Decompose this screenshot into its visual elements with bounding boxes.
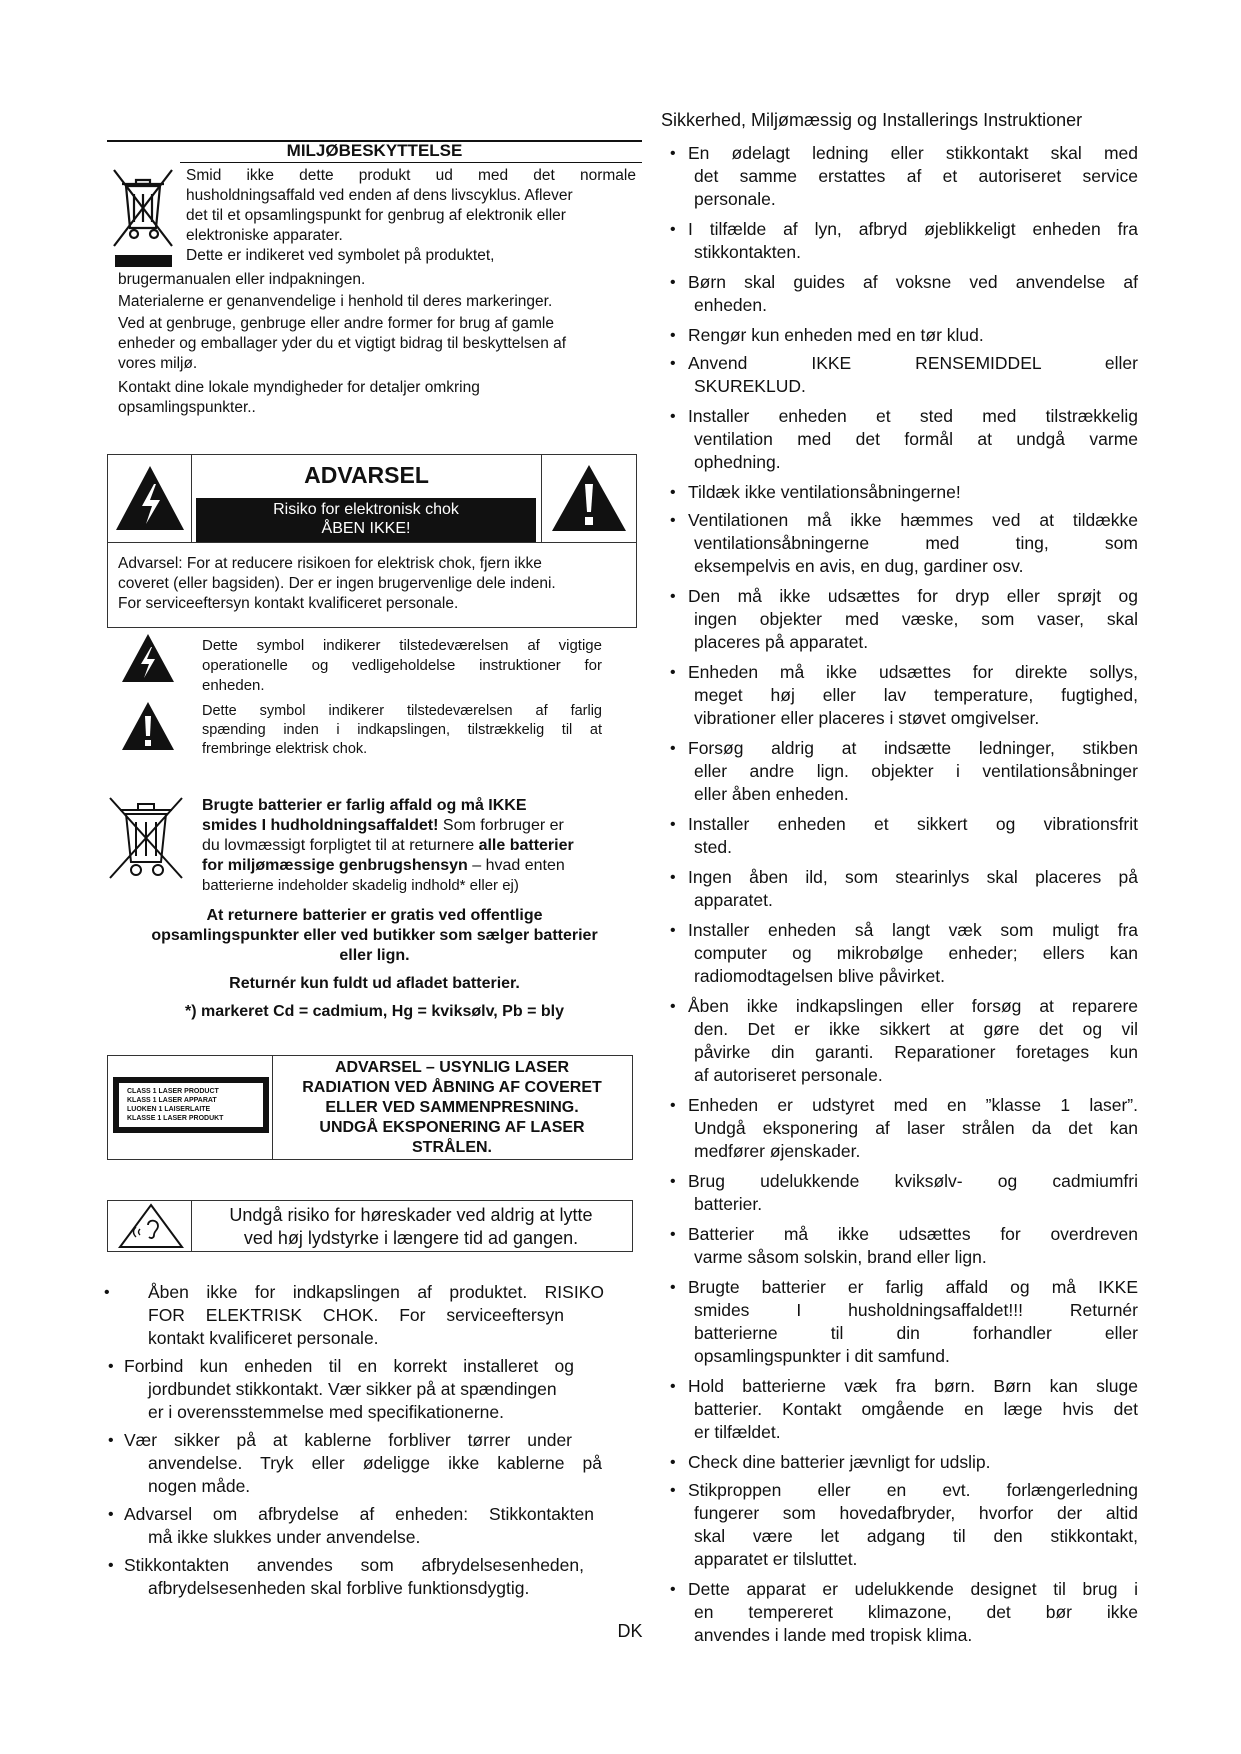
text-line: er i overensstemmelse med specifikationerne.: [148, 1402, 504, 1422]
text-line: det samme erstattes af et autoriseret service: [694, 166, 1138, 186]
hearing-warning-icon: [118, 1203, 184, 1249]
text-line: CLASS 1 LASER PRODUCT: [127, 1088, 219, 1095]
text-line: sted.: [694, 837, 732, 857]
text-span: – hvad enten: [467, 857, 565, 874]
text-line: Check dine batterier jævnligt for udslip.: [688, 1452, 991, 1472]
text-line: eller andre lign. objekter i ventilationsåbninger: [694, 761, 1138, 781]
text-line: I tilfælde af lyn, afbryd øjeblikkeligt enheden fra: [688, 219, 1138, 239]
exclamation-triangle-icon: [120, 700, 176, 752]
text-line: eller åben enheden.: [694, 784, 849, 804]
text-line: smides I husholdningsaffaldet!!! Returnér: [694, 1300, 1138, 1320]
text-line: opsamlingspunkter..: [118, 399, 256, 416]
laser-label-text: [119, 1083, 263, 1127]
list-item: [104, 1503, 644, 1549]
section-rule: [180, 162, 642, 163]
text-line: Undgå eksponering af laser strålen da det kan: [694, 1118, 1138, 1138]
text-line: opsamlingspunkter eller ved butikker som sælger batterier: [151, 927, 598, 944]
symbol-description: [202, 636, 602, 696]
bullet-icon: •: [670, 512, 676, 529]
bullet-icon: •: [108, 1432, 114, 1449]
text-line: LUOKEN 1 LAISERLAITE: [127, 1106, 211, 1113]
text-line: KLASS 1 LASER APPARAT: [127, 1097, 217, 1104]
list-item: [670, 585, 1138, 654]
text-line: jordbundet stikkontakt. Vær sikker på at spændingen: [148, 1379, 557, 1399]
list-item: [670, 1170, 1138, 1216]
text-line: ved høj lydstyrke i længere tid ad gangen.: [243, 1228, 579, 1248]
text-line: enheder og emballager yder du et vigtigt bidrag til beskyttelsen af: [118, 335, 567, 352]
text-line: FOR ELEKTRISK CHOK. For serviceeftersyn: [148, 1305, 564, 1325]
text-line: ADVARSEL – USYNLIG LASER: [334, 1059, 570, 1076]
list-item: [670, 866, 1138, 912]
warning-text: [118, 554, 628, 614]
text-line: *) markeret Cd = cadmium, Hg = kviksølv, Pb = bly: [185, 1003, 564, 1020]
text-line: Forbind kun enheden til en korrekt installeret og: [124, 1356, 574, 1376]
text-line: skal være let adgang til den stikkontakt,: [694, 1526, 1138, 1546]
text-line: er tilfældet.: [694, 1422, 781, 1442]
text-line: apparatet er tilsluttet.: [694, 1549, 858, 1569]
text-line: Batterier må ikke udsættes for overdreven: [688, 1224, 1138, 1244]
list-item: [670, 405, 1138, 474]
text-line: ventilationsåbningerne med ting, som: [694, 533, 1138, 553]
text-line: STRÅLEN.: [412, 1139, 492, 1156]
text-line: At returnere batterier er gratis ved offentlige: [206, 907, 543, 924]
list-item: [104, 1554, 644, 1600]
text-line: Returnér kun fuldt ud afladet batterier.: [229, 975, 520, 992]
text-line: anvendes i lande med tropisk klima.: [694, 1625, 973, 1645]
bullet-icon: •: [670, 1226, 676, 1243]
list-item: [104, 1429, 644, 1498]
text-line: må ikke slukkes under anvendelse.: [148, 1527, 421, 1547]
lightning-triangle-icon: [114, 462, 186, 534]
text-line: radiomodtagelsen blive påvirket.: [694, 966, 945, 986]
text-line: Dette er indikeret ved symbolet på produktet,: [186, 247, 495, 264]
text-line: nogen måde.: [148, 1476, 251, 1496]
text-span: du lovmæssigt forpligtet til at returnere: [202, 837, 479, 854]
bullet-icon: •: [670, 1482, 676, 1499]
bullet-icon: •: [670, 408, 676, 425]
text-line: fungerer som hovedafbryder, hvorfor der altid: [694, 1503, 1138, 1523]
text-line: Hold batterierne væk fra børn. Børn kan sluge: [688, 1376, 1138, 1396]
list-item: [670, 324, 1130, 347]
text-bold: for miljømæssige genbrugshensyn: [202, 857, 468, 874]
text-line: Dette symbol indikerer tilstedeværelsen af vigtige: [202, 637, 602, 654]
laser-warning-text: [274, 1058, 630, 1158]
divider: [107, 542, 637, 543]
bullet-icon: •: [670, 1279, 676, 1296]
bullet-icon: •: [670, 588, 676, 605]
text-line: operationelle og vedligeholdelse instruktioner for: [202, 657, 602, 674]
list-item: [670, 813, 1138, 859]
list-item: [670, 737, 1138, 806]
text-line: Advarsel om afbrydelse af enheden: Stikkontakten: [124, 1504, 594, 1524]
text-line: batterierne indeholder skadelig indhold* eller ej): [202, 877, 519, 894]
divider: [191, 1200, 192, 1252]
bullet-icon: •: [670, 1378, 676, 1395]
text-bold: smides I hudholdningsaffaldet!: [202, 817, 439, 834]
list-item: [104, 1281, 644, 1350]
text-line: medfører øjenskader.: [694, 1141, 861, 1161]
text-line: Tildæk ikke ventilationsåbningerne!: [688, 482, 961, 502]
text-line: Materialerne er genanvendelige i henhold til deres markeringer.: [118, 293, 553, 310]
list-item: [104, 1355, 644, 1424]
hearing-warning-text: [196, 1204, 626, 1250]
text-line: enheden.: [694, 295, 767, 315]
text-line: den. Det er ikke sikkert at gøre det og vil: [694, 1019, 1138, 1039]
bullet-icon: •: [108, 1506, 114, 1523]
list-item: [670, 919, 1138, 988]
text-line: opsamlingspunkter i dit samfund.: [694, 1346, 950, 1366]
text-line: kontakt kvalificeret personale.: [148, 1328, 379, 1348]
text-line: en tempereret klimazone, det bør ikke: [694, 1602, 1138, 1622]
bullet-icon: •: [670, 484, 676, 501]
text-line: Kontakt dine lokale myndigheder for detaljer omkring: [118, 379, 480, 396]
text-line: Stikproppen eller en evt. forlængerledning: [688, 1480, 1138, 1500]
text-line: Ventilationen må ikke hæmmes ved at tildække: [688, 510, 1138, 530]
text-line: enheden.: [202, 677, 265, 694]
text-line: KLASSE 1 LASER PRODUKT: [127, 1115, 224, 1122]
text-span: Som forbruger er: [438, 817, 564, 834]
text-line: Rengør kun enheden med en tør klud.: [688, 325, 984, 345]
text-line: ELLER VED SAMMENPRESNING.: [325, 1099, 579, 1116]
text-bold: alle batterier: [478, 837, 574, 854]
text-line: Installer enheden så langt væk som muligt fra: [688, 920, 1138, 940]
text-line: batterier. Kontakt omgående en læge hvis det: [694, 1399, 1138, 1419]
text-line: Dette symbol indikerer tilstedeværelsen af farlig: [202, 703, 602, 719]
bullet-icon: •: [670, 1581, 676, 1598]
bullet-icon: •: [108, 1557, 114, 1574]
warning-risk-label: [196, 498, 536, 542]
battery-return-info: [107, 906, 642, 1022]
bullet-icon: •: [670, 355, 676, 372]
list-item: [670, 218, 1138, 264]
text-line: af autoriseret personale.: [694, 1065, 883, 1085]
bullet-icon: •: [104, 1284, 110, 1301]
text-line: ÅBEN IKKE!: [321, 520, 411, 537]
text-line: Ingen åben ild, som stearinlys skal placeres på: [688, 867, 1138, 887]
text-line: Brugte batterier er farlig affald og må IKKE: [688, 1277, 1138, 1297]
text-line: spænding inden i indkapslingen, tilstrækkelig til at: [202, 722, 602, 738]
text-line: vores miljø.: [118, 355, 198, 372]
text-line: Enheden må ikke udsættes for direkte sollys,: [688, 662, 1138, 682]
text-line: En ødelagt ledning eller stikkontakt skal med: [688, 143, 1138, 163]
list-item: [670, 995, 1138, 1087]
text-line: Risiko for elektronisk chok: [273, 501, 459, 518]
list-item: [670, 1276, 1138, 1368]
list-item: [670, 661, 1138, 730]
text-line: eksempelvis en avis, en dug, gardiner osv.: [694, 556, 1024, 576]
list-item: [670, 1223, 1138, 1269]
text-line: Anvend IKKE RENSEMIDDEL eller: [688, 353, 1138, 373]
list-item: [670, 1375, 1138, 1444]
bullet-icon: •: [670, 274, 676, 291]
text-line: husholdningsaffald ved enden af dens livscyklus. Aflever: [186, 187, 573, 204]
text-line: batterier.: [694, 1194, 763, 1214]
text-line: Installer enheden et sted med tilstrækkelig: [688, 406, 1138, 426]
text-line: Brug udelukkende kviksølv- og cadmiumfri: [688, 1171, 1138, 1191]
text-line: Åben ikke indkapslingen eller forsøg at reparere: [688, 996, 1138, 1016]
text-line: coveret (eller bagsiden). Der er ingen brugervenlige dele indeni.: [118, 575, 556, 592]
bullet-icon: •: [670, 327, 676, 344]
text-line: RADIATION VED ÅBNING AF COVERET: [302, 1079, 602, 1096]
text-line: Advarsel: For at reducere risikoen for elektrisk chok, fjern ikke: [118, 555, 542, 572]
page-title: Sikkerhed, Miljømæssig og Installerings Instruktioner: [661, 110, 1083, 130]
text-line: placeres på apparatet.: [694, 632, 869, 652]
text-line: Vær sikker på at kablerne forbliver tørrer under: [124, 1430, 572, 1450]
symbol-description: [202, 702, 602, 759]
text-line: afbrydelsesenheden skal forblive funktionsdygtig.: [148, 1578, 530, 1598]
divider: [272, 1055, 273, 1160]
text-line: det til et opsamlingspunkt for genbrug af elektronik eller: [186, 207, 566, 224]
text-line: apparatet.: [694, 890, 773, 910]
list-item: [670, 352, 1138, 398]
bullet-icon: •: [670, 816, 676, 833]
exclamation-triangle-icon: [550, 462, 628, 534]
text-line: brugermanualen eller indpakningen.: [118, 271, 366, 288]
text-line: Undgå risiko for høreskader ved aldrig at lytte: [229, 1205, 593, 1225]
list-item: [670, 1451, 1130, 1474]
text-line: ventilation med det formål at undgå varme: [694, 429, 1138, 449]
text-line: Brugte batterier er farlig affald og må IKKE: [202, 797, 527, 814]
text-line: meget høj eller lav temperature, fugtighed,: [694, 685, 1138, 705]
left-bullet-list: [104, 1281, 644, 1600]
bullet-icon: •: [670, 922, 676, 939]
text-line: anvendelse. Tryk eller ødeligge ikke kablerne på: [148, 1453, 602, 1473]
text-line: påvirke din garanti. Reparationer foretages kun: [694, 1042, 1138, 1062]
bullet-icon: •: [670, 1173, 676, 1190]
environment-text: [118, 166, 638, 418]
text-line: Stikkontakten anvendes som afbrydelsesenheden,: [124, 1555, 584, 1575]
list-item: [670, 1578, 1138, 1647]
list-item: [670, 481, 1130, 504]
text-line: batterierne til din forhandler eller: [694, 1323, 1138, 1343]
bullet-icon: •: [108, 1358, 114, 1375]
divider: [541, 454, 542, 542]
list-item: [670, 509, 1138, 578]
bullet-icon: •: [670, 221, 676, 238]
lightning-triangle-icon: [120, 632, 176, 684]
text-line: eller lign.: [339, 947, 410, 964]
bullet-icon: •: [670, 998, 676, 1015]
text-line: Smid ikke dette produkt ud med det normale: [186, 167, 636, 184]
text-line: Den må ikke udsættes for dryp eller sprøjt og: [688, 586, 1138, 606]
text-line: Dette apparat er udelukkende designet til brug i: [688, 1579, 1138, 1599]
list-item: [670, 1094, 1138, 1163]
text-line: Ved at genbruge, genbruge eller andre former for brug af gamle: [118, 315, 554, 332]
text-line: personale.: [694, 189, 776, 209]
bullet-icon: •: [670, 145, 676, 162]
text-line: Forsøg aldrig at indsætte ledninger, stikben: [688, 738, 1138, 758]
warning-title: ADVARSEL: [304, 462, 429, 488]
text-line: Åben ikke for indkapslingen af produktet. RISIKO: [148, 1282, 604, 1302]
text-line: frembringe elektrisk chok.: [202, 741, 368, 757]
right-bullet-list: [670, 142, 1138, 1647]
bullet-icon: •: [670, 740, 676, 757]
text-line: varme såsom solskin, brand eller lign.: [694, 1247, 987, 1267]
text-line: vibrationer eller placeres i støvet omgivelser.: [694, 708, 1040, 728]
text-line: Installer enheden et sikkert og vibrationsfrit: [688, 814, 1138, 834]
text-line: For serviceeftersyn kontakt kvalificeret personale.: [118, 595, 459, 612]
bullet-icon: •: [670, 664, 676, 681]
text-line: Børn skal guides af voksne ved anvendelse af: [688, 272, 1138, 292]
crossed-bin-icon: [106, 792, 186, 882]
bullet-icon: •: [670, 869, 676, 886]
list-item: [670, 271, 1138, 317]
text-line: computer og mikrobølge enheder; ellers kan: [694, 943, 1138, 963]
environment-title: MILJØBESKYTTELSE: [286, 141, 463, 160]
text-line: UNDGÅ EKSPONERING AF LASER: [319, 1119, 585, 1136]
text-line: ophedning.: [694, 452, 781, 472]
text-line: SKUREKLUD.: [694, 376, 806, 396]
bullet-icon: •: [670, 1097, 676, 1114]
text-line: stikkontakten.: [694, 242, 801, 262]
text-line: elektroniske apparater.: [186, 227, 343, 244]
text-line: Enheden er udstyret med en ”klasse 1 laser”.: [688, 1095, 1138, 1115]
text-line: ingen objekter med væske, som vaser, skal: [694, 609, 1138, 629]
list-item: [670, 1479, 1138, 1571]
bullet-icon: •: [670, 1454, 676, 1471]
battery-warning-text: [202, 796, 622, 896]
page-footer-language: DK: [617, 1621, 643, 1641]
list-item: [670, 142, 1138, 211]
